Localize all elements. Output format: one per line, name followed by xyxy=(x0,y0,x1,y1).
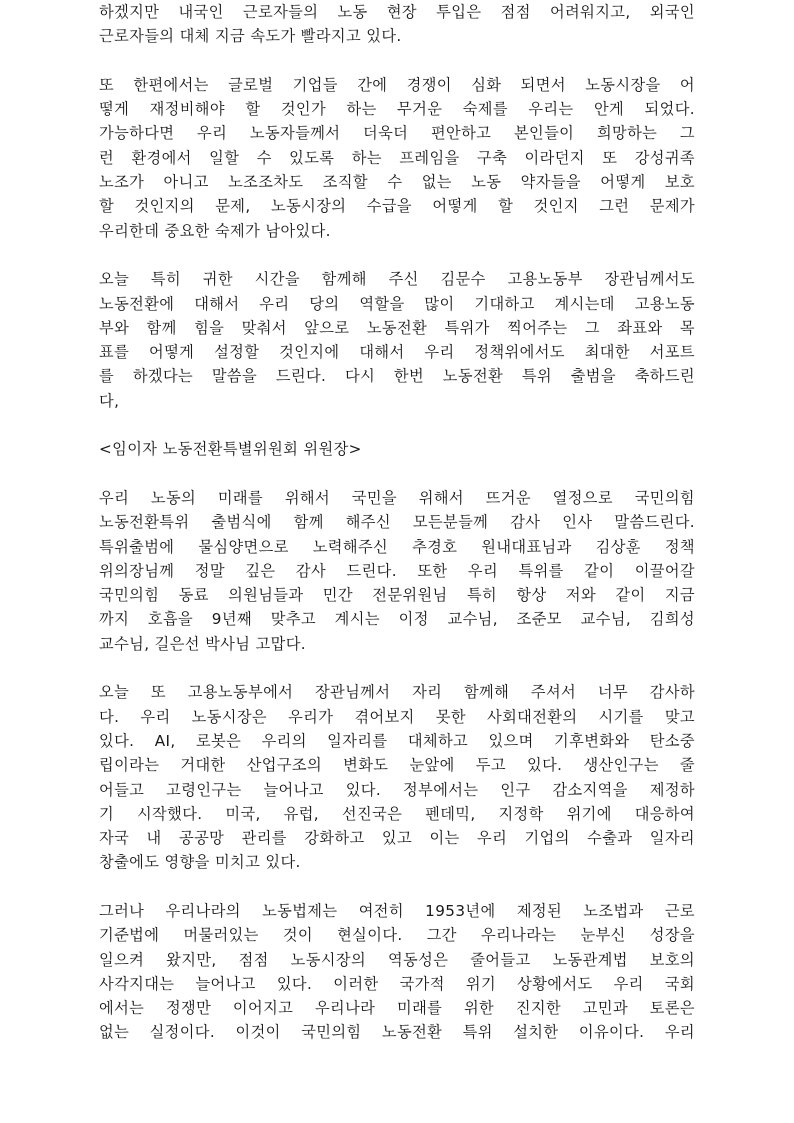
text-line: 할 것인지의 문제, 노동시장의 수급을 어떻게 할 것인지 그런 문제가 xyxy=(99,197,695,216)
text-line: 떻게 재정비해야 할 것인가 하는 무거운 숙제를 우리는 안게 되었다. xyxy=(99,100,695,119)
text-line: 우리한데 중요한 숙제가 남아있다. xyxy=(99,221,331,240)
text-line: 특위출범에 물심양면으로 노력해주신 추경호 원내대표님과 김상훈 정책 xyxy=(99,537,695,556)
text-line: 노동전환에 대해서 우리 당의 역할을 많이 기대하고 계시는데 고용노동 xyxy=(99,294,695,313)
paragraph-6 xyxy=(99,899,695,1045)
text-line: 없는 실정이다. 이것이 국민의힘 노동전환 특위 설치한 이유이다. 우리 xyxy=(99,1023,695,1042)
text-line: 국민의힘 동료 의원님들과 민간 전문위원님 특히 항상 저와 같이 지금 xyxy=(99,586,695,605)
paragraph-1 xyxy=(99,0,695,49)
paragraph-4 xyxy=(99,486,695,656)
text-line: 런 환경에서 일할 수 있도록 하는 프레임을 구축 이라던지 또 강성귀족 xyxy=(99,148,695,167)
text-line: 그러나 우리나라의 노동법제는 여전히 1953년에 제정된 노조법과 근로 xyxy=(99,901,695,920)
text-line: 또 한편에서는 글로벌 기업들 간에 경쟁이 심화 되면서 노동시장을 어 xyxy=(99,75,695,94)
text-line: 가능하다면 우리 노동자들께서 더욱더 편안하고 본인들이 희망하는 그 xyxy=(99,124,695,143)
text-line: 에서는 정쟁만 이어지고 우리나라 미래를 위한 진지한 고민과 토론은 xyxy=(99,999,695,1018)
text-line: 자국 내 공공망 관리를 강화하고 있고 이는 우리 기업의 수출과 일자리 xyxy=(99,829,695,848)
text-line: 교수님, 길은선 박사님 고맙다. xyxy=(99,634,306,653)
speaker-heading: <임이자 노동전환특별위원회 위원장> xyxy=(99,440,362,459)
text-line: 우리 노동의 미래를 위해서 국민을 위해서 뜨거운 열정으로 국민의힘 xyxy=(99,488,695,507)
text-line: 노동전환특위 출범식에 함께 해주신 모든분들께 감사 인사 말씀드린다. xyxy=(99,513,695,532)
text-line: 기준법에 머물러있는 것이 현실이다. 그간 우리나라는 눈부신 성장을 xyxy=(99,926,695,945)
text-line: 하겠지만 내국인 근로자들의 노동 현장 투입은 점점 어려워지고, 외국인 xyxy=(99,3,695,21)
text-line: 표를 어떻게 설정할 것인지에 대해서 우리 정책위에서도 최대한 서포트 xyxy=(99,343,695,362)
text-line: 다, xyxy=(99,391,120,410)
text-line: 있다. AI, 로봇은 우리의 일자리를 대체하고 있으며 기후변화와 탄소중 xyxy=(99,731,695,750)
text-line: 오늘 또 고용노동부에서 장관님께서 자리 함께해 주셔서 너무 감사하 xyxy=(99,683,695,702)
text-line: 창출에도 영향을 미치고 있다. xyxy=(99,853,301,872)
paragraph-5 xyxy=(99,680,695,874)
text-line: 기 시작했다. 미국, 유럽, 선진국은 펜데믹, 지정학 위기에 대응하여 xyxy=(99,804,695,823)
text-line: 근로자들의 대체 지금 속도가 빨라지고 있다. xyxy=(99,27,402,46)
text-line: 까지 호흡을 9년째 맞추고 계시는 이정 교수님, 조준모 교수님, 김희성 xyxy=(99,610,695,629)
text-line: 오늘 특히 귀한 시간을 함께해 주신 김문수 고용노동부 장관님께서도 xyxy=(99,270,695,289)
text-line: 위의장님께 정말 깊은 감사 드린다. 또한 우리 특위를 같이 이끌어갈 xyxy=(99,561,695,580)
text-line: 를 하겠다는 말씀을 드린다. 다시 한번 노동전환 특위 출범을 축하드린 xyxy=(99,367,695,386)
text-line: 어들고 고령인구는 늘어나고 있다. 정부에서는 인구 감소지역을 제정하 xyxy=(99,780,695,799)
document-page xyxy=(99,0,695,1069)
paragraph-2 xyxy=(99,73,695,243)
text-line: 사각지대는 늘어나고 있다. 이러한 국가적 위기 상황에서도 우리 국회 xyxy=(99,974,695,993)
paragraph-3 xyxy=(99,267,695,413)
text-line: 일으켜 왔지만, 점점 노동시장의 역동성은 줄어들고 노동관계법 보호의 xyxy=(99,950,695,969)
text-line: 부와 함께 힘을 맞춰서 앞으로 노동전환 특위가 찍어주는 그 좌표와 목 xyxy=(99,318,695,337)
text-line: 립이라는 거대한 산업구조의 변화도 눈앞에 두고 있다. 생산인구는 줄 xyxy=(99,756,695,775)
text-line: 다. 우리 노동시장은 우리가 겪어보지 못한 사회대전환의 시기를 맞고 xyxy=(99,707,695,726)
text-line: 노조가 아니고 노조조차도 조직할 수 없는 노동 약자들을 어떻게 보호 xyxy=(99,173,695,192)
